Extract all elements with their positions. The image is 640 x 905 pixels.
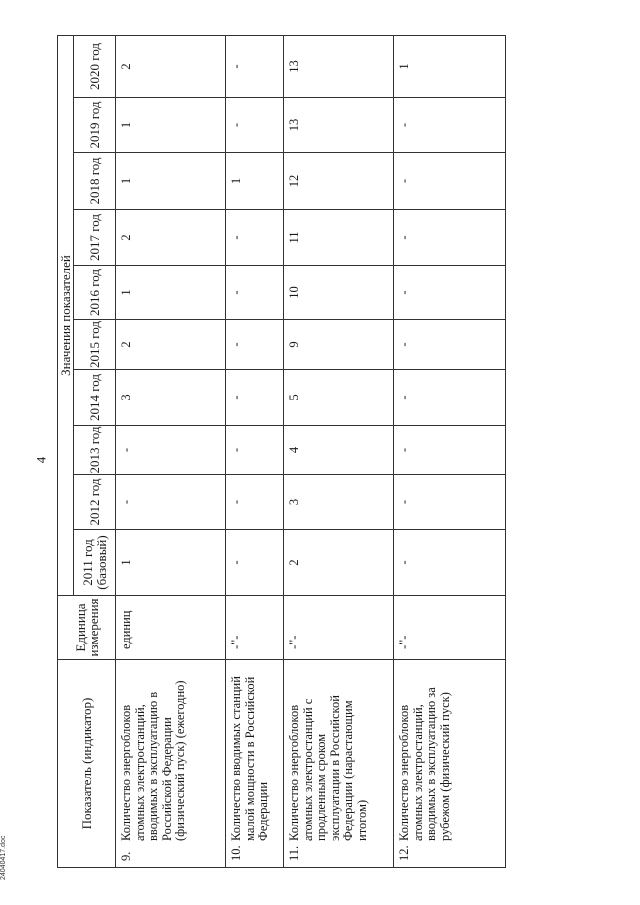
- year-header: 2016 год: [74, 266, 116, 320]
- footer-filename: 24040417.doc: [0, 835, 7, 880]
- value-cell: 1: [116, 530, 226, 596]
- year-header: 2018 год: [74, 153, 116, 210]
- value-cell: -: [226, 210, 284, 266]
- value-cell: 2: [284, 530, 394, 596]
- unit-cell: единиц: [116, 596, 226, 660]
- rotated-table-container: [57, 36, 505, 868]
- row-number: 11.: [287, 845, 301, 861]
- indicator-text: Количество вводимых станций малой мощности в Российской Федерации: [229, 676, 270, 841]
- value-cell: -: [226, 475, 284, 530]
- indicator-text: Количество энергоблоков атомных электростанций, вводимых в эксплуатацию за рубежом (физический пуск): [397, 687, 452, 841]
- year-header: 2017 год: [74, 210, 116, 266]
- value-cell: 2: [116, 210, 226, 266]
- value-cell: 1: [116, 266, 226, 320]
- value-cell: 1: [116, 153, 226, 210]
- table-row: [394, 35, 506, 867]
- value-cell: -: [226, 266, 284, 320]
- year-header: 2020 год: [74, 35, 116, 97]
- value-cell: -: [226, 98, 284, 153]
- value-cell: 13: [284, 35, 394, 97]
- indicator-header: Показатель (индикатор): [58, 660, 116, 868]
- value-cell: -: [394, 210, 506, 266]
- table-row: [116, 35, 226, 867]
- value-cell: -: [394, 530, 506, 596]
- unit-cell: -"-: [284, 596, 394, 660]
- page-number: 4: [33, 456, 49, 464]
- value-cell: 4: [284, 426, 394, 475]
- table-row: [284, 35, 394, 867]
- value-cell: 3: [284, 475, 394, 530]
- value-cell: -: [226, 35, 284, 97]
- row-number: 9.: [119, 851, 133, 861]
- year-header: 2013 год: [74, 426, 116, 475]
- value-cell: -: [226, 370, 284, 426]
- value-cell: 1: [226, 153, 284, 210]
- value-cell: 2: [116, 35, 226, 97]
- value-cell: 11: [284, 210, 394, 266]
- year-header: 2014 год: [74, 370, 116, 426]
- value-cell: 9: [284, 320, 394, 370]
- value-cell: -: [394, 370, 506, 426]
- year-header: 2012 год: [74, 475, 116, 530]
- value-cell: -: [394, 426, 506, 475]
- value-cell: -: [394, 98, 506, 153]
- indicator-text: Количество энергоблоков атомных электростанций, вводимых в эксплуатацию в Российской Федерации (физический пуск) (ежегодно): [119, 680, 187, 841]
- value-cell: 12: [284, 153, 394, 210]
- value-cell: 2: [116, 320, 226, 370]
- year-header: 2019 год: [74, 98, 116, 153]
- value-cell: -: [226, 530, 284, 596]
- indicator-text: Количество энергоблоков атомных электростанций с продленным сроком эксплуатации в Российской Федерации (нарастающим итогом): [287, 695, 369, 841]
- value-cell: -: [226, 320, 284, 370]
- values-group-header: Значения показателей: [58, 35, 74, 595]
- unit-header: Единица измерения: [58, 596, 116, 660]
- unit-cell: -"-: [226, 596, 284, 660]
- value-cell: 3: [116, 370, 226, 426]
- indicators-table: [57, 35, 506, 868]
- value-cell: -: [116, 475, 226, 530]
- value-cell: -: [394, 266, 506, 320]
- row-number: 12.: [397, 845, 411, 861]
- value-cell: -: [394, 320, 506, 370]
- value-cell: -: [394, 475, 506, 530]
- value-cell: -: [116, 426, 226, 475]
- unit-cell: -"-: [394, 596, 506, 660]
- value-cell: 10: [284, 266, 394, 320]
- value-cell: 5: [284, 370, 394, 426]
- year-header: 2011 год (базовый): [74, 530, 116, 596]
- year-header: 2015 год: [74, 320, 116, 370]
- value-cell: 13: [284, 98, 394, 153]
- value-cell: 1: [116, 98, 226, 153]
- value-cell: 1: [394, 35, 506, 97]
- table-row: [226, 35, 284, 867]
- value-cell: -: [226, 426, 284, 475]
- row-number: 10.: [229, 845, 243, 861]
- value-cell: -: [394, 153, 506, 210]
